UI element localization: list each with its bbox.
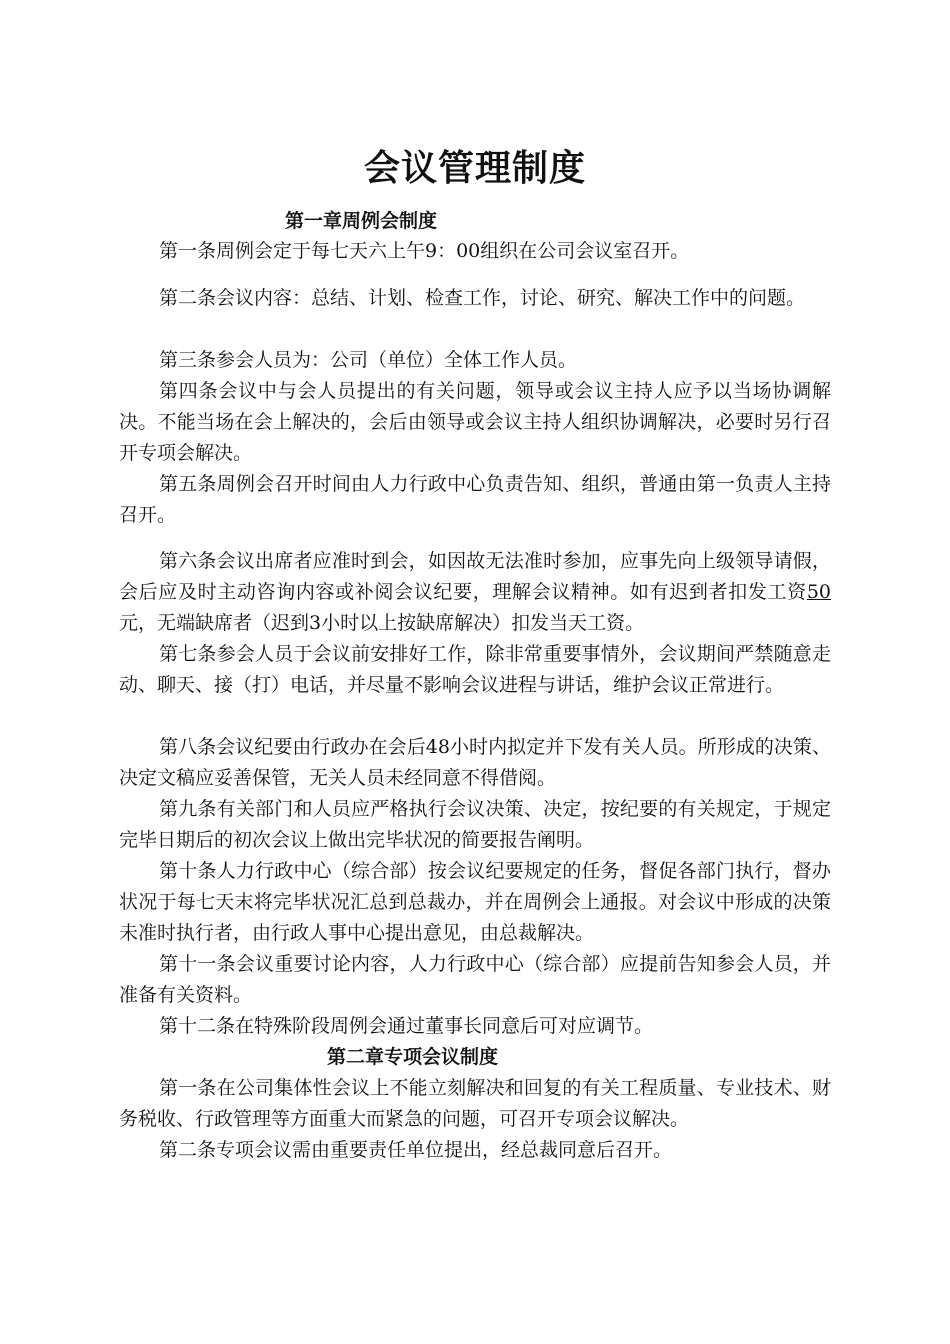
article-1-3: 第三条参会人员为：公司（单位）全体工作人员。	[159, 349, 578, 371]
article-1-12: 第十二条在特殊阶段周例会通过董事长同意后可对应调节。	[159, 1015, 654, 1037]
article-1-6-text-before: 第六条会议出席者应准时到会，如因故无法准时参加，应事先向上级领导请假，会后应及时主动咨询内容或补阅会议纪要，理解会议精神。如有迟到者扣发工资	[119, 550, 831, 603]
article-1-5: 第五条周例会召开时间由人力行政中心负责告知、组织，普通由第一负责人主持召开。	[119, 473, 831, 526]
document-title: 会议管理制度	[363, 148, 586, 189]
article-1-2: 第二条会议内容：总结、计划、检查工作，讨论、研究、解决工作中的问题。	[159, 287, 806, 309]
article-1-10: 第十条人力行政中心（综合部）按会议纪要规定的任务，督促各部门执行，督办状况于每七天末将完毕状况汇总到总裁办，并在周例会上通报。对会议中形成的决策未准时执行者，由行政人事中心提出意见，由总裁解决。	[119, 860, 831, 944]
article-2-2: 第二条专项会议需由重要责任单位提出，经总裁同意后召开。	[159, 1139, 673, 1161]
article-1-8: 第八条会议纪要由行政办在会后48小时内拟定并下发有关人员。所形成的决策、决定文稿应妥善保管，无关人员未经同意不得借阅。	[119, 736, 831, 789]
chapter-1-heading: 第一章周例会制度	[285, 210, 438, 232]
article-1-4: 第四条会议中与会人员提出的有关问题，领导或会议主持人应予以当场协调解决。不能当场在会上解决的，会后由领导或会议主持人组织协调解决，必要时另行召开专项会解决。	[119, 380, 831, 464]
article-1-1: 第一条周例会定于每七天六上午9：00组织在公司会议室召开。	[159, 240, 690, 262]
article-1-11: 第十一条会议重要讨论内容，人力行政中心（综合部）应提前告知参会人员，并准备有关资料。	[119, 953, 831, 1006]
article-1-9: 第九条有关部门和人员应严格执行会议决策、决定，按纪要的有关规定，于规定完毕日期后的初次会议上做出完毕状况的简要报告阐明。	[119, 798, 831, 851]
article-1-6	[119, 546, 831, 639]
fine-amount: 50	[806, 581, 831, 603]
article-1-7: 第七条参会人员于会议前安排好工作，除非常重要事情外，会议期间严禁随意走动、聊天、接（打）电话，并尽量不影响会议进程与讲话，维护会议正常进行。	[119, 643, 831, 696]
chapter-2-heading: 第二章专项会议制度	[327, 1046, 499, 1068]
article-1-6-text-after: 元，无端缺席者（迟到3小时以上按缺席解决）扣发当天工资。	[119, 612, 645, 634]
article-2-1: 第一条在公司集体性会议上不能立刻解决和回复的有关工程质量、专业技术、财务税收、行政管理等方面重大而紧急的问题，可召开专项会议解决。	[119, 1077, 831, 1130]
